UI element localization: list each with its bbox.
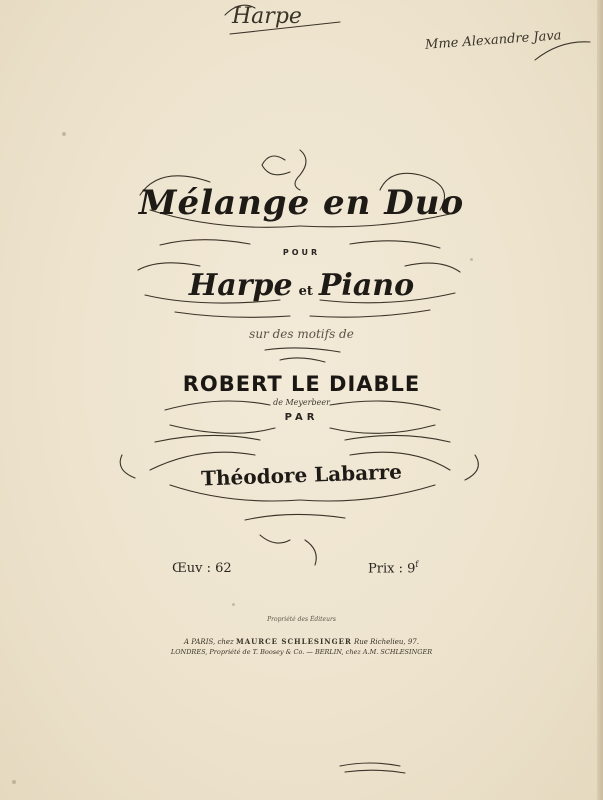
opus-number: Œuv : 62: [172, 561, 232, 576]
publisher-address: Rue Richelieu, 97.: [354, 638, 419, 646]
price-unit: f: [415, 560, 419, 569]
instrument-harpe: Harpe: [188, 268, 293, 303]
title-composer: de Meyerbeer: [273, 398, 330, 407]
title-opera: ROBERT LE DIABLE: [182, 372, 421, 396]
ink-spot: [62, 132, 66, 136]
publisher-line-2: LONDRES, Propriété de T. Boosey & Co. — BERLIN, chez A.M. SCHLESINGER: [170, 648, 433, 656]
title-instruments: [0, 268, 603, 303]
instrument-et: et: [298, 284, 313, 299]
title-author: Théodore Labarre: [200, 459, 403, 491]
title-pour: POUR: [282, 248, 321, 257]
propriete-editeurs: Propriété des Éditeurs: [267, 616, 336, 623]
handwritten-instrument-note: Harpe: [232, 4, 302, 29]
publisher-prefix: A PARIS, chez: [184, 638, 234, 646]
title-melange: Mélange en Duo: [138, 183, 465, 223]
ink-spot: [12, 780, 16, 784]
ink-spot: [470, 258, 473, 261]
instrument-piano: Piano: [318, 268, 415, 303]
publisher-name: MAURCE SCHLESINGER: [235, 637, 352, 646]
publisher-line-1: [0, 637, 603, 646]
title-motifs: sur des motifs de: [249, 327, 354, 341]
price: [368, 560, 418, 576]
title-par: PAR: [284, 412, 319, 423]
ink-spot: [232, 603, 235, 606]
handwritten-owner-name: Mme Alexandre Java: [424, 28, 562, 53]
price-label: Prix : 9: [368, 561, 416, 577]
